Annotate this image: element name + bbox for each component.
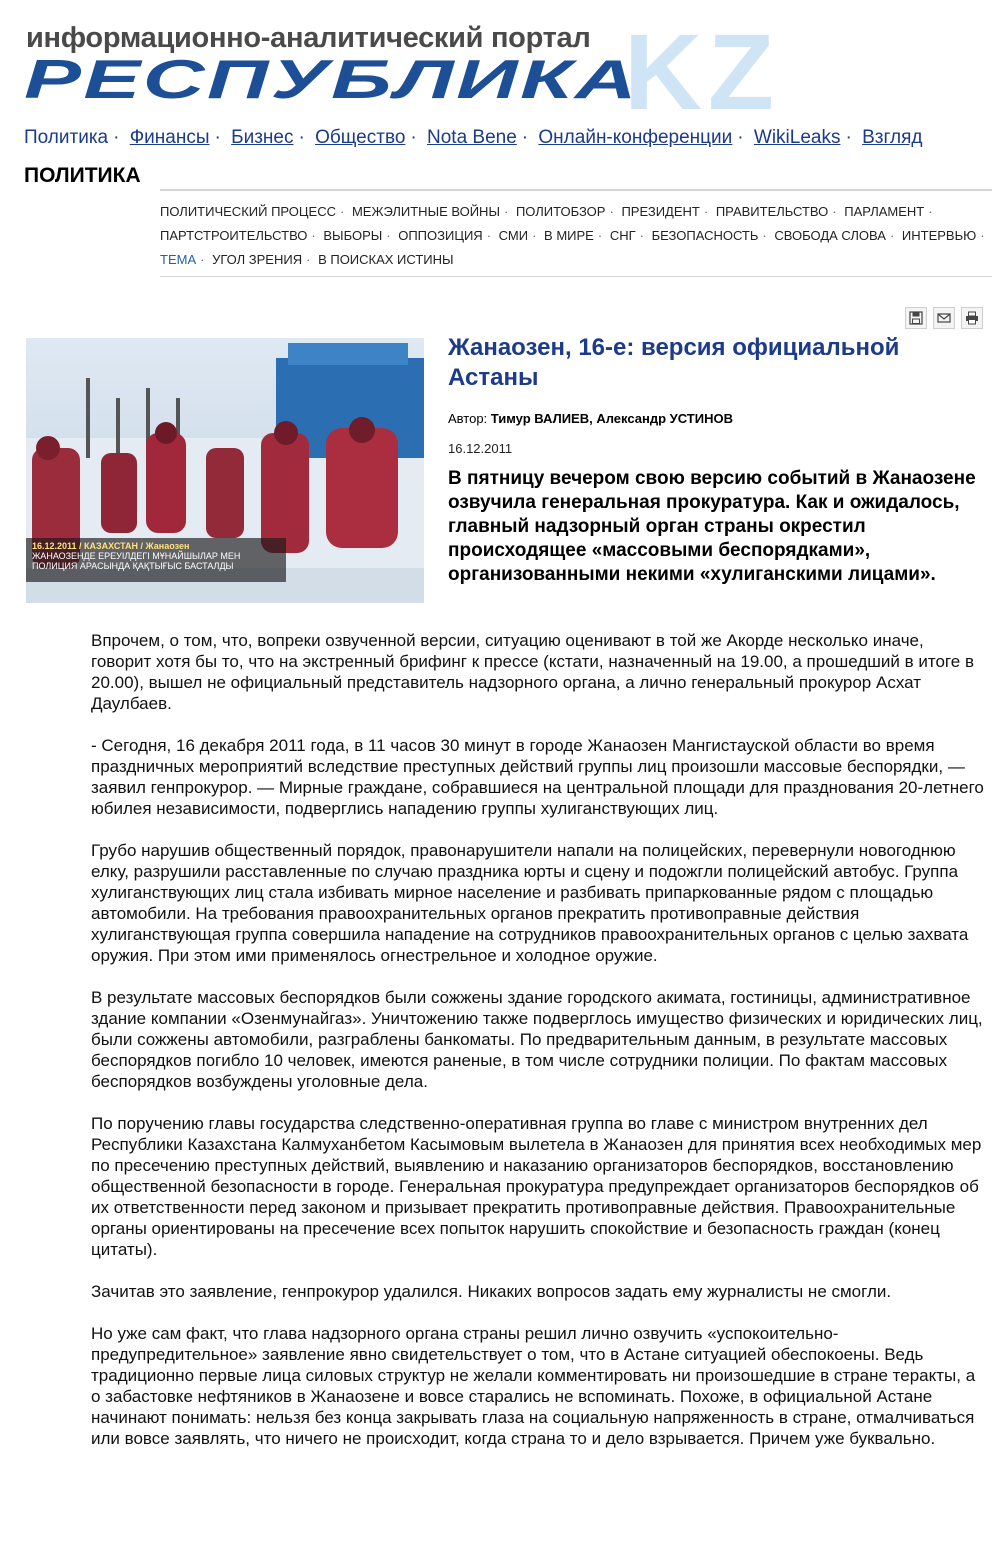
- subnav-separator: ·: [486, 228, 492, 243]
- article-paragraph: Но уже сам факт, что глава надзорного органа страны решил лично озвучить «успокоительно-предупредительное» заявление явно свидетельствует о том, что в Астане ситуацией обеспокоены. Ведь традиционно первые лица силовых структур не желали комментировать ни произошедшие в стране теракты, а о забастовке нефтяников в Жанаозене и вовсе старались не вспоминать. Похоже, в официальной Астане начинают понимать: нельзя без конца закрывать глаза на социальную напряженность в стране, отмалчиваться или вовсе заявлять, что ничего не происходит, когда страна то и дело взрывается. Причем уже буквально.: [91, 1324, 976, 1448]
- subnav-parliament[interactable]: ПАРЛАМЕНТ: [844, 204, 925, 219]
- subnav-separator: ·: [503, 204, 509, 219]
- subnav-president[interactable]: ПРЕЗИДЕНТ: [621, 204, 700, 219]
- sub-nav-row: [160, 200, 990, 224]
- sub-nav: [160, 200, 990, 272]
- subnav-separator: ·: [597, 228, 603, 243]
- subnav-separator: ·: [200, 252, 205, 267]
- subnav-separator: ·: [532, 228, 537, 243]
- nav-nota-bene[interactable]: Nota Bene: [427, 127, 517, 148]
- subnav-point-of-view[interactable]: УГОЛ ЗРЕНИЯ: [212, 252, 303, 267]
- subnav-free-speech[interactable]: СВОБОДА СЛОВА: [774, 228, 886, 243]
- author-label: Автор:: [448, 411, 488, 426]
- article-body: [91, 630, 987, 1470]
- article-tools: [905, 307, 983, 329]
- subnav-separator: ·: [703, 204, 709, 219]
- subnav-separator: ·: [339, 204, 345, 219]
- main-nav: [24, 127, 922, 149]
- article-paragraph: По поручению главы государства следственно-оперативная группа во главе с министром внутренних дел Республики Казахстана Калмуханбетом Касымовым вылетела в Жанаозен для принятия всех необходимых мер по пресечению преступных действий, выявлению и наказанию организаторов беспорядков, восстановлению общественной безопасности в городе. Генеральная прокуратура предупреждает организаторов беспорядков об их ответственности перед законом и призывает прекратить противоправные действия. Правоохранительные органы ориентированы на пресечение всех попыток нарушить спокойствие и безопасность граждан (конец цитаты).: [91, 1114, 982, 1259]
- email-icon[interactable]: [933, 307, 955, 329]
- subnav-separator: ·: [762, 228, 767, 243]
- subnav-security[interactable]: БЕЗОПАСНОСТЬ: [651, 228, 759, 243]
- subnav-elections[interactable]: ВЫБОРЫ: [323, 228, 383, 243]
- photo-caption-text: ЖАНАОЗЕНДЕ ЕРЕУІЛДЕГІ МҰНАЙШЫЛАР МЕН ПОЛИЦИЯ АРАСЫНДА ҚАҚТЫҒЫС БАСТАЛДЫ: [32, 551, 241, 571]
- subnav-media[interactable]: СМИ: [498, 228, 529, 243]
- nav-business[interactable]: Бизнес: [231, 127, 294, 148]
- site-logo[interactable]: РЕСПУБЛИКА: [24, 48, 640, 110]
- nav-wikileaks[interactable]: WikiLeaks: [753, 127, 841, 148]
- site-tagline: информационно-аналитический портал: [26, 22, 591, 54]
- save-icon[interactable]: [905, 307, 927, 329]
- subnav-world[interactable]: В МИРЕ: [544, 228, 594, 243]
- subnav-search-for-truth[interactable]: В ПОИСКАХ ИСТИНЫ: [318, 252, 454, 267]
- divider: [160, 189, 992, 191]
- nav-view[interactable]: Взгляд: [862, 127, 923, 148]
- subnav-interview[interactable]: ИНТЕРВЬЮ: [901, 228, 977, 243]
- article-paragraph: Грубо нарушив общественный порядок, правонарушители напали на полицейских, перевернули новогоднюю елку, разрушили расставленные по случаю праздника юрты и сцену и подожгли полицейский автобус. Группа хулиганствующих лиц стала избивать мирное население и разбивать припаркованные рядом с площадью автомобили. На требования правоохранительных органов прекратить противоправные действия хулиганствующая группа совершила нападение на сотрудников правоохранительных органов с целью захвата оружия. При этом ими применялось огнестрельное и холодное оружие.: [91, 841, 969, 965]
- nav-separator: ·: [214, 127, 221, 148]
- subnav-elite-wars[interactable]: МЕЖЭЛИТНЫЕ ВОЙНЫ: [351, 204, 500, 219]
- subnav-cis[interactable]: СНГ: [609, 228, 636, 243]
- nav-politics[interactable]: Политика: [24, 127, 109, 148]
- nav-separator: ·: [113, 127, 120, 148]
- article-paragraph: Зачитав это заявление, генпрокурор удалился. Никаких вопросов задать ему журналисты не смогли.: [91, 1282, 892, 1301]
- subnav-separator: ·: [609, 204, 614, 219]
- subnav-party-building[interactable]: ПАРТСТРОИТЕЛЬСТВО: [160, 228, 308, 243]
- nav-separator: ·: [298, 127, 305, 148]
- subnav-separator: ·: [980, 228, 985, 243]
- subnav-politobzor[interactable]: ПОЛИТОБЗОР: [515, 204, 606, 219]
- byline: [448, 411, 733, 426]
- subnav-separator: ·: [306, 252, 311, 267]
- nav-separator: ·: [845, 127, 852, 148]
- subnav-separator: ·: [639, 228, 644, 243]
- section-title: ПОЛИТИКА: [24, 164, 141, 187]
- logo-kz: KZ: [624, 11, 780, 132]
- article-paragraph: В результате массовых беспорядков были сожжены здание городского акимата, гостиницы, административное здание компании «Озенмунайгаз». Уничтожению также подверглось имущество физических и юридических лиц, были сожжены автомобили, разграблены банкоматы. По предварительным данным, в результате массовых беспорядков погибло 10 человек, имеются раненые, в том числе сотрудники полиции. По фактам массовых беспорядков возбуждены уголовные дела.: [91, 988, 983, 1091]
- nav-separator: ·: [410, 127, 417, 148]
- nav-separator: ·: [521, 127, 529, 148]
- subnav-political-process[interactable]: ПОЛИТИЧЕСКИЙ ПРОЦЕСС: [160, 204, 336, 219]
- nav-society[interactable]: Общество: [315, 127, 406, 148]
- photo-caption-date: 16.12.2011 / КАЗАХСТАН / Жанаозен: [32, 541, 190, 551]
- print-icon[interactable]: [961, 307, 983, 329]
- author-names: Тимур ВАЛИЕВ, Александр УСТИНОВ: [490, 411, 733, 426]
- nav-online-conferences[interactable]: Онлайн-конференции: [538, 127, 733, 148]
- publish-date: 16.12.2011: [448, 441, 513, 456]
- subnav-theme[interactable]: ТЕМА: [160, 252, 197, 267]
- article-paragraph: - Сегодня, 16 декабря 2011 года, в 11 часов 30 минут в городе Жанаозен Мангистауской области во время праздничных мероприятий вследствие преступных действий группы лиц произошли массовые беспорядки, — заявил генпрокурор. — Мирные граждане, собравшиеся на центральной площади для празднования 20-летнего юбилея независимости, подверглись нападению группы хулиганствующих лиц.: [91, 736, 984, 818]
- nav-finance[interactable]: Финансы: [129, 127, 210, 148]
- subnav-separator: ·: [928, 204, 933, 219]
- divider: [160, 276, 992, 277]
- subnav-separator: ·: [311, 228, 316, 243]
- article-title: Жанаозен, 16-е: версия официальной Астаны: [448, 334, 900, 391]
- article-lead: В пятницу вечером свою версию событий в Жанаозене озвучила генеральная прокуратура. Как и ожидалось, главный надзорный орган страны окрестил происходящее «массовыми беспорядками», организованными некими «хулиганскими лицами».: [448, 468, 976, 585]
- article-paragraph: Впрочем, о том, что, вопреки озвученной версии, ситуацию оценивают в той же Акорде несколько иначе, говорит хотя бы то, что на экстренный брифинг к прессе (кстати, назначенный на 19.00, а прошедший в итоге в 20.00), вышел не официальный представитель надзорного органа, а лично генеральный прокурор Асхат Даулбаев.: [91, 631, 974, 713]
- sub-nav-row: [160, 224, 990, 248]
- subnav-separator: ·: [832, 204, 837, 219]
- subnav-government[interactable]: ПРАВИТЕЛЬСТВО: [715, 204, 829, 219]
- subnav-opposition[interactable]: ОППОЗИЦИЯ: [398, 228, 483, 243]
- sub-nav-row: [160, 248, 990, 272]
- subnav-separator: ·: [386, 228, 391, 243]
- subnav-separator: ·: [889, 228, 895, 243]
- photo-caption: [26, 538, 286, 582]
- article-photo[interactable]: [26, 338, 424, 603]
- nav-separator: ·: [737, 127, 744, 148]
- site-masthead[interactable]: [24, 11, 824, 132]
